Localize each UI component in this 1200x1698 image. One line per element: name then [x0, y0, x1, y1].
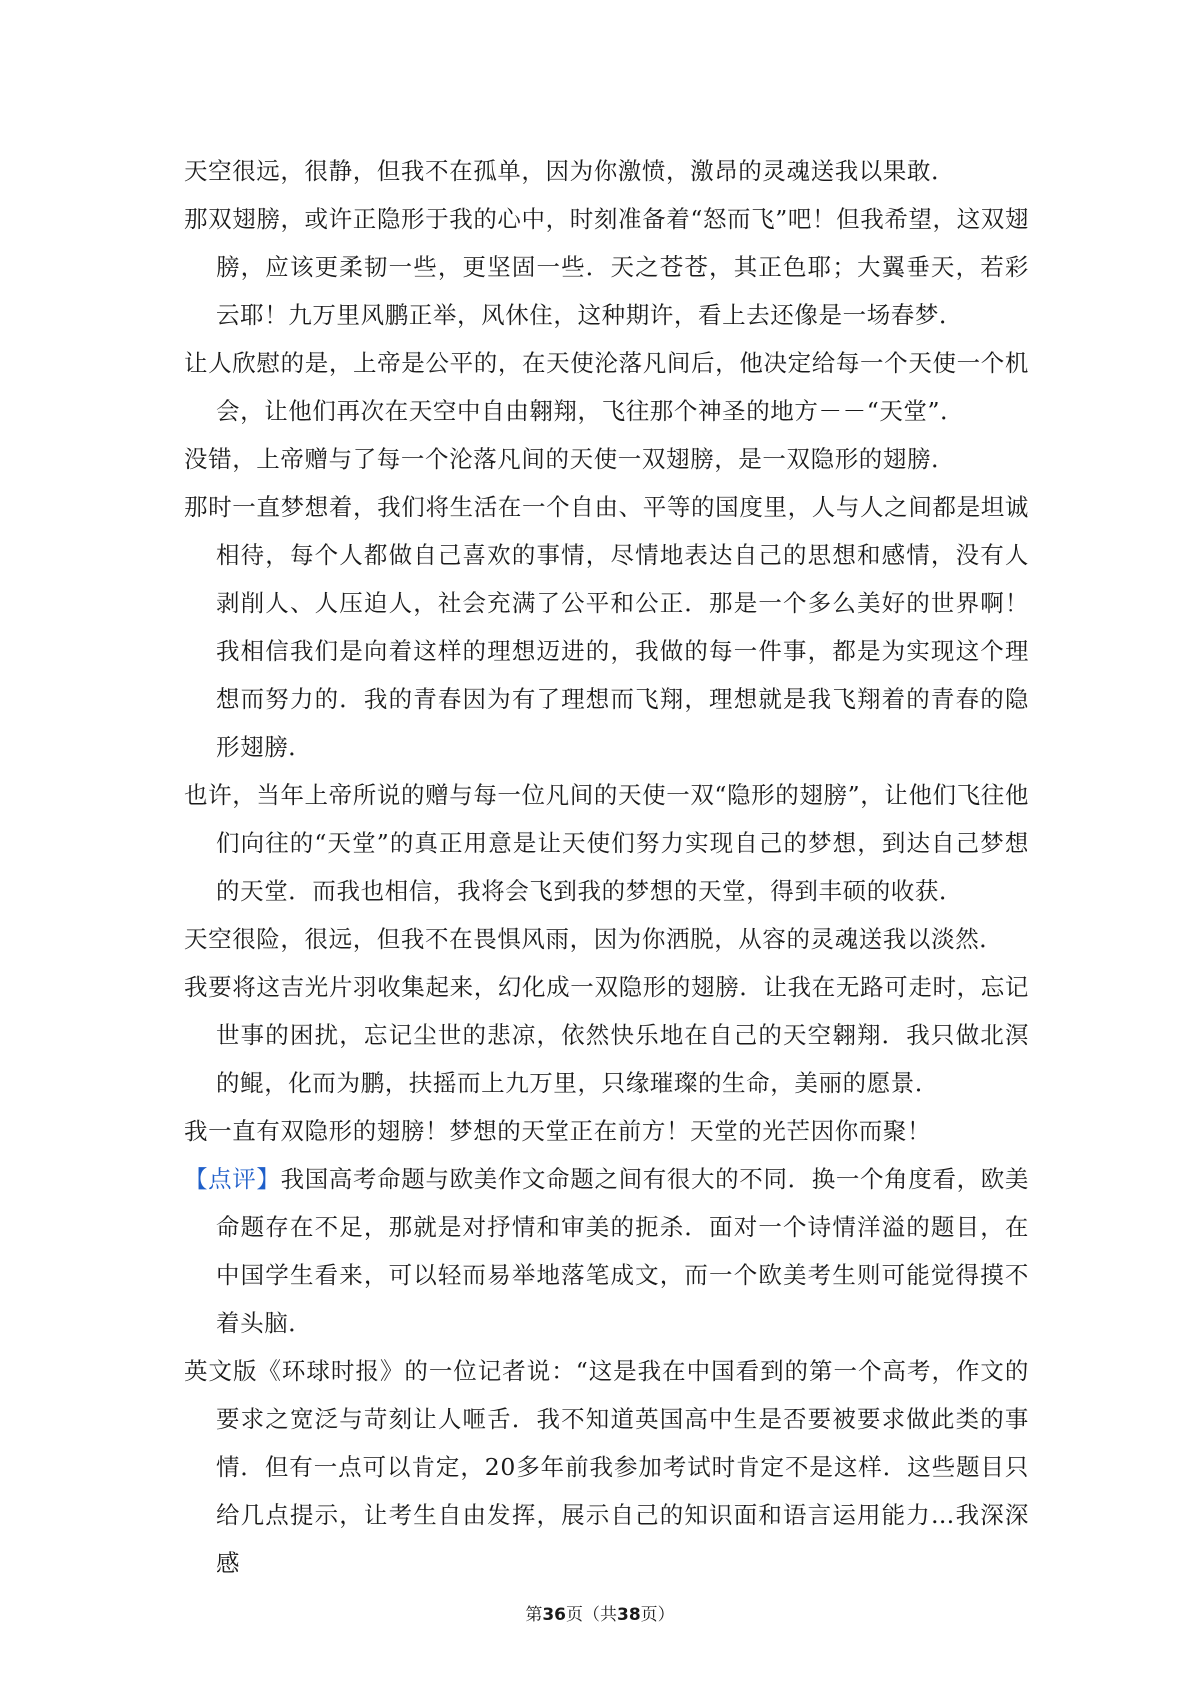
footer-suffix: 页） [640, 1605, 675, 1625]
footer-prefix: 第 [525, 1605, 543, 1625]
paragraph-5: 那时一直梦想着，我们将生活在一个自由、平等的国度里，人与人之间都是坦诚相待，每个人都做自己喜欢的事情，尽情地表达自己的思想和感情，没有人剥削人、人压迫人，社会充满了公平和公正．那是一个多么美好的世界啊！我相信我们是向着这样的理想迈进的，我做的每一件事，都是为实现这个理想而努力的．我的青春因为有了理想而飞翔，理想就是我飞翔着的青春的隐形翅膀． [184, 493, 1029, 761]
document-body [184, 147, 1029, 1587]
paragraph-3: 让人欣慰的是，上帝是公平的，在天使沦落凡间后，他决定给每一个天使一个机会，让他们再次在天空中自由翱翔，飞往那个神圣的地方－－“天堂”． [184, 349, 1029, 425]
footer-mid: 页（共 [566, 1605, 617, 1625]
paragraph-1: 天空很远，很静，但我不在孤单，因为你激愤，激昂的灵魂送我以果敢． [184, 157, 956, 185]
review-tag: 【点评】 [184, 1165, 281, 1193]
paragraph-4: 没错，上帝赠与了每一个沦落凡间的天使一双翅膀，是一双隐形的翅膀． [184, 445, 956, 473]
paragraph-2: 那双翅膀，或许正隐形于我的心中，时刻准备着“怒而飞”吧！但我希望，这双翅膀，应该更柔韧一些，更坚固一些．天之苍苍，其正色耶；大翼垂天，若彩云耶！九万里风鹏正举，风休住，这种期许，看上去还像是一场春梦． [184, 205, 1029, 329]
paragraph-9: 我一直有双隐形的翅膀！梦想的天堂正在前方！天堂的光芒因你而聚！ [184, 1117, 932, 1145]
review-text: 我国高考命题与欧美作文命题之间有很大的不同．换一个角度看，欧美命题存在不足，那就是对抒情和审美的扼杀．面对一个诗情洋溢的题目，在中国学生看来，可以轻而易举地落笔成文，而一个欧美考生则可能觉得摸不着头脑． [216, 1165, 1029, 1337]
paragraph-8: 我要将这吉光片羽收集起来，幻化成一双隐形的翅膀．让我在无路可走时，忘记世事的困扰，忘记尘世的悲凉，依然快乐地在自己的天空翱翔．我只做北溟的鲲，化而为鹏，扶摇而上九万里，只缘璀璨的生命，美丽的愿景． [184, 973, 1029, 1097]
page-footer [0, 1600, 1200, 1625]
paragraph-7: 天空很险，很远，但我不在畏惧风雨，因为你洒脱，从容的灵魂送我以淡然． [184, 925, 1004, 953]
footer-page-number: 36 [542, 1605, 566, 1625]
footer-total-pages: 38 [617, 1605, 641, 1625]
review-paragraph [184, 1155, 1029, 1347]
paragraph-6: 也许，当年上帝所说的赠与每一位凡间的天使一双“隐形的翅膀”，让他们飞往他们向往的“天堂”的真正用意是让天使们努力实现自己的梦想，到达自己梦想的天堂．而我也相信，我将会飞到我的梦想的天堂，得到丰硕的收获． [184, 781, 1029, 905]
paragraph-last: 英文版《环球时报》的一位记者说：“这是我在中国看到的第一个高考，作文的要求之宽泛与苛刻让人咂舌．我不知道英国高中生是否要被要求做此类的事情．但有一点可以肯定，20多年前我参加考试时肯定不是这样．这些题目只给几点提示，让考生自由发挥，展示自己的知识面和语言运用能力…我深深感 [184, 1357, 1029, 1577]
